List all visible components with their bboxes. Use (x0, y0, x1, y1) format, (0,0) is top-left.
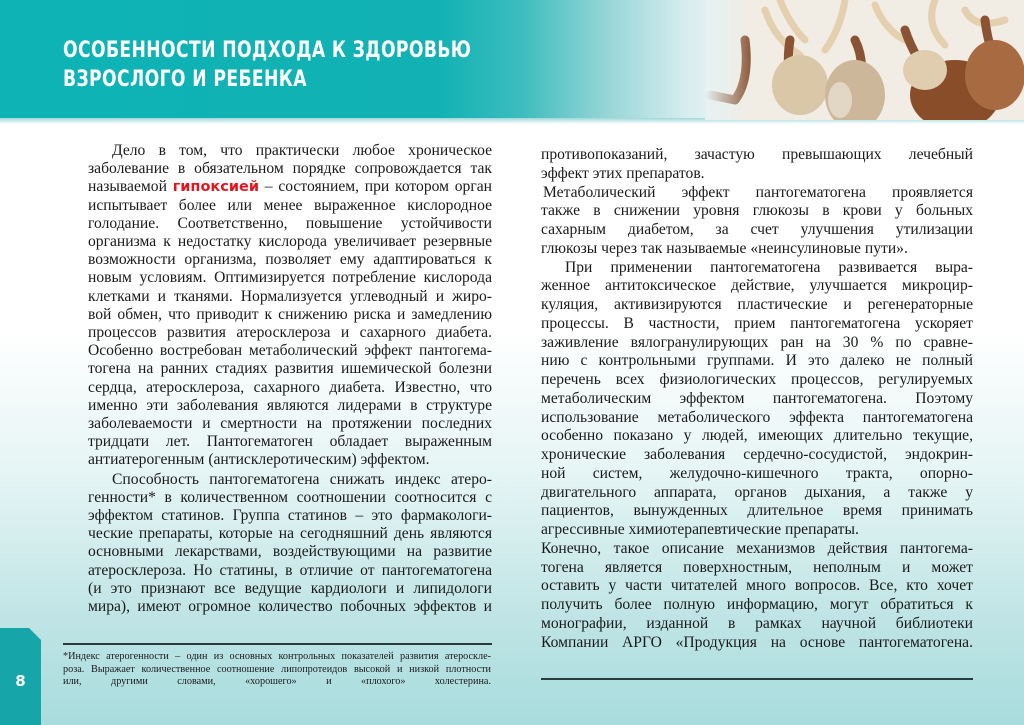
text-line: заболевание в обязательном порядке сопровождается так (88, 160, 492, 178)
text-line: Конечно, такое описание механизмов действия пантогема- (541, 539, 973, 557)
text-line: тогена является поверхностным, неполным и может (541, 558, 973, 576)
title-line: ВЗРОСЛОГО И РЕБЕНКА (63, 67, 307, 92)
text-line: пациентов, вынужденных длительное время принимать (541, 502, 973, 520)
text-line: получить более полную информацию, могут обратиться к (541, 596, 973, 613)
text-line: возможности организма, позволяет ему адаптироваться к (88, 251, 492, 269)
paragraph (541, 259, 973, 540)
footnote-line: *Индекс атерогенности – один из основных контрольных показателей развития атероскле- (63, 651, 491, 662)
footnote-line: или, другими словами, «хорошего» и «плохого» холестерина. (63, 676, 491, 688)
text-line: сахарным диабетом, за счет улучшения утилизации (541, 221, 973, 238)
text-line: метаболическим эффектом пантогематогена. Поэтому (541, 389, 973, 407)
text-line: именно эти заболевания являются лидерами в структуре (88, 396, 492, 414)
text-line: генности* в количественном соотношении соотносится с (88, 488, 492, 506)
paragraph (541, 146, 973, 184)
footnote (63, 651, 491, 689)
highlighted-term: гипоксией (172, 179, 259, 196)
text-line: атеросклероза. Но статины, в отличие от пантогематогена (88, 561, 492, 579)
text-line: агрессивные химиотерапевтические препараты. (541, 521, 859, 538)
footnote-line: роза. Выражает количественное соотношение липопротеидов высокой и низкой плотности (63, 663, 491, 675)
text-line: особенно показано у людей, имеющих длительно текущие, (541, 427, 973, 445)
paragraph (88, 471, 492, 617)
text-line: антиатерогенным (антисклеротическим) эффектом. (88, 451, 430, 469)
text-line: вой обмен, что приводит к снижению риска и замедлению (88, 305, 492, 323)
text-line: перечень всех физиологических процессов, регулируемых (541, 371, 973, 388)
deer-antlers-photo (705, 0, 1024, 120)
page-number: 8 (15, 672, 26, 690)
text-line: глюкозы через так называемые «неинсулиновые пути». (541, 239, 908, 257)
text-line: хронические заболевания сердечно-сосудистой, эндокрин- (541, 446, 973, 463)
text-line: куляция, активизируются пластические и регенераторные (541, 296, 973, 313)
paragraph (541, 184, 973, 259)
text-line: Компании АРГО «Продукция на основе пантогематогена. (541, 633, 973, 651)
column-end-rule (541, 678, 973, 680)
right-text-column (541, 146, 973, 652)
text-line: процессов развития атеросклероза и сахарного диабета. (88, 324, 492, 342)
text-line (88, 178, 492, 196)
text-line: голодание. Соответственно, повышение устойчивости (88, 214, 492, 232)
text-line: нию с контрольными группами. И это далеко не полный (541, 352, 973, 370)
text-line: противопоказаний, зачастую превышающих лечебный (541, 146, 973, 163)
text-segment: – состоянием, при котором орган (259, 178, 493, 196)
text-line: Особенно востребован метаболический эффект пантогема- (88, 342, 492, 360)
text-line: заживление вялогранулирующих ран на 30 % по сравне- (541, 333, 973, 351)
page-title (63, 36, 471, 94)
text-line: монографии, изданной в рамках научной библиотеки (541, 614, 973, 632)
text-line: ной систем, желудочно-кишечного тракта, опорно- (541, 464, 973, 482)
text-line: организма к недостатку кислорода увеличивает резервные (88, 233, 492, 251)
left-text-column (88, 142, 492, 616)
text-line: Дело в том, что практически любое хроническое (112, 142, 492, 159)
text-line: эффект этих препаратов. (541, 164, 705, 182)
text-line: основными лекарствами, воздействующими на развитие (88, 543, 492, 561)
text-line: новым условиям. Оптимизируется потребление кислорода (88, 269, 492, 287)
paragraph (88, 142, 492, 470)
footnote-rule (63, 643, 492, 645)
text-line: заболеваемости и смертности на протяжении последних (88, 415, 492, 433)
text-line: использование метаболического эффекта пантогематогена (541, 408, 973, 426)
text-line: сердца, атеросклероза, сахарного диабета. Известно, что (88, 378, 492, 396)
text-line: тогена на ранних стадиях развития ишемической болезни (88, 360, 492, 378)
text-line: (и это признают все ведущие кардиологи и липидологи (88, 579, 492, 597)
text-line: ческие препараты, которые на сегодняшний день являются (88, 525, 492, 543)
text-line: тридцати лет. Пантогематоген обладает выраженным (88, 433, 492, 451)
text-segment: называемой (88, 178, 173, 196)
paragraph (541, 540, 973, 653)
text-line: При применении пантогематогена развивается выра- (565, 258, 973, 276)
text-line: также в снижении уровня глюкозы в крови у больных (541, 202, 973, 220)
text-line: Способность пантогематогена снижать индекс атеро- (112, 470, 492, 488)
text-line: оставить у части читателей много вопросов. Все, кто хочет (541, 577, 973, 595)
text-line: двигательного аппарата, органов дыхания, а также у (541, 483, 973, 501)
text-line: процессы. В частности, прием пантогематогена ускоряет (541, 314, 973, 332)
text-line: женное антитоксическое действие, улучшается микроцир- (541, 277, 973, 295)
text-line: клетками и тканями. Нормализуется углеводный и жиро- (88, 287, 492, 305)
title-line: ОСОБЕННОСТИ ПОДХОДА К ЗДОРОВЬЮ (63, 38, 472, 63)
text-line: мира), имеют огромное количество побочных эффектов и (88, 598, 492, 616)
text-line: Метаболический эффект пантогематогена проявляется (543, 183, 973, 201)
text-line: испытывает более или менее выраженное кислородное (88, 196, 492, 214)
text-line: эффектом статинов. Группа статинов – это фармакологи- (88, 507, 492, 525)
